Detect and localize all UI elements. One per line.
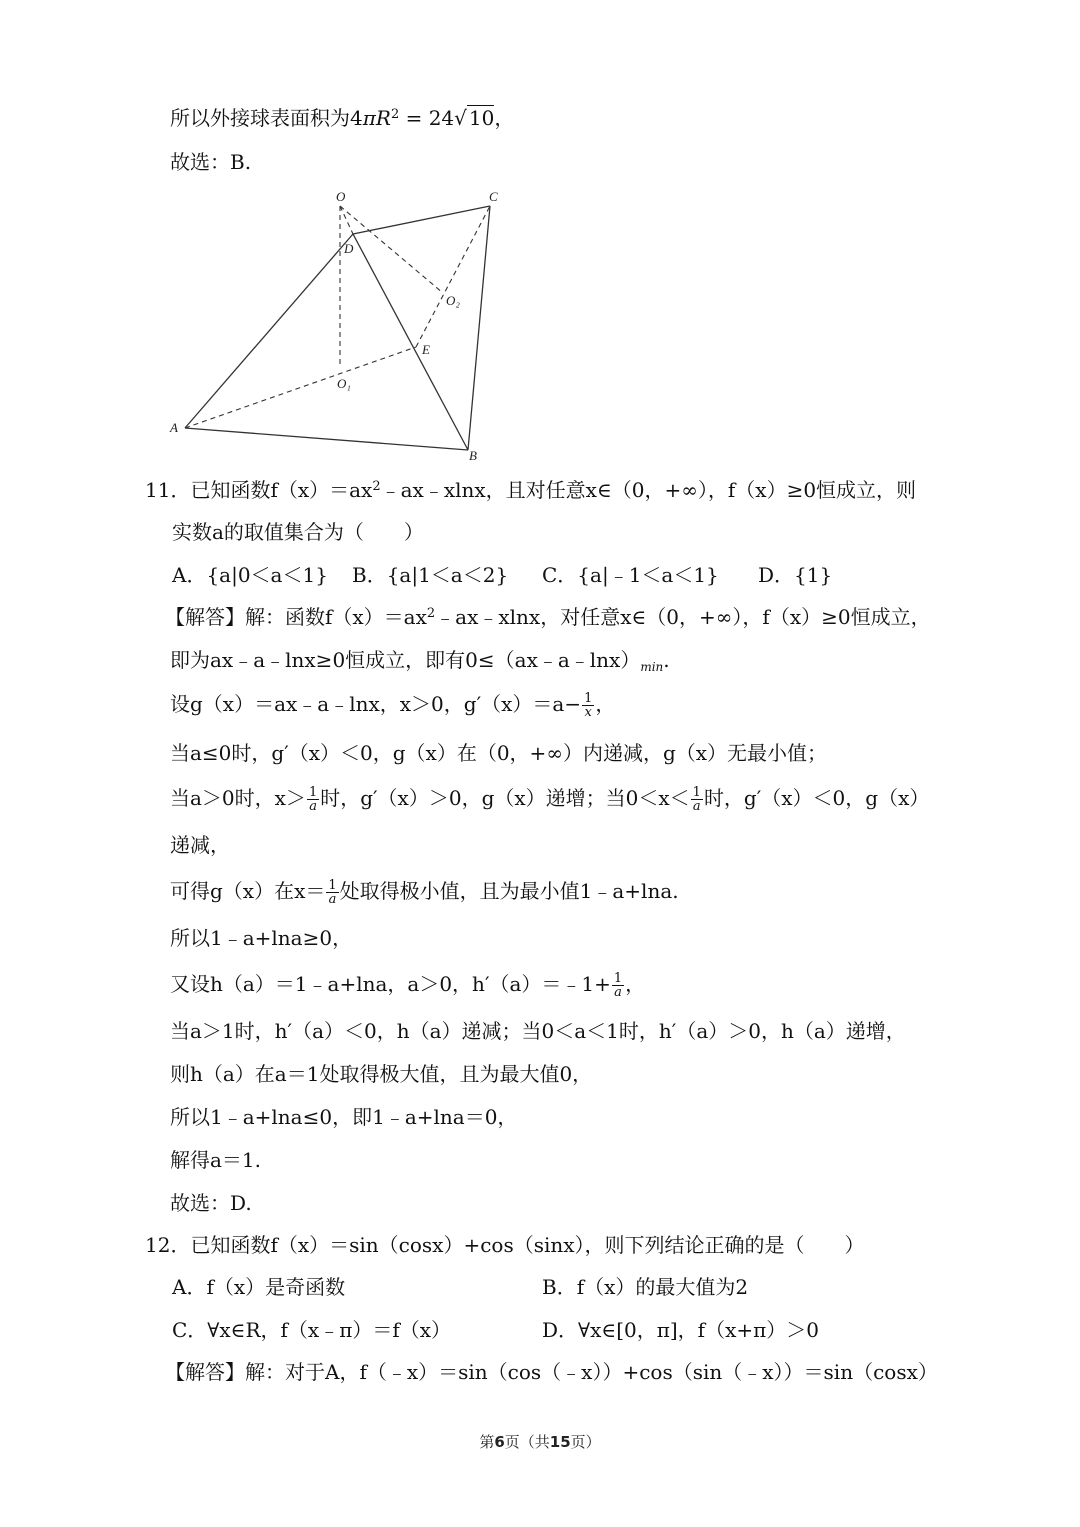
q11-answer-line: 故选：D. bbox=[170, 1191, 252, 1215]
text: = 24 bbox=[399, 106, 455, 130]
denominator: a bbox=[309, 799, 317, 814]
edge-DC bbox=[353, 206, 490, 234]
page-number: 6 bbox=[494, 1433, 505, 1451]
text: 页（共 bbox=[504, 1433, 550, 1451]
exponent: 2 bbox=[390, 107, 400, 122]
fraction bbox=[326, 879, 338, 906]
q11-stem-line1 bbox=[145, 476, 916, 504]
q12-option-d: D．∀x∈[0，π]，f（x+π）＞0 bbox=[542, 1318, 819, 1342]
q11-solution-line9 bbox=[170, 970, 645, 999]
q11-option-b: B．{a|1＜a＜2} bbox=[352, 563, 509, 587]
text: . bbox=[663, 648, 670, 672]
q11-stem-line2: 实数a的取值集合为（ ） bbox=[172, 520, 424, 544]
numerator: 1 bbox=[613, 971, 623, 986]
denominator: a bbox=[692, 799, 701, 814]
edge-DB bbox=[353, 234, 468, 450]
text: 可得g（x）在x＝ bbox=[170, 879, 326, 903]
q12-option-b: B．f（x）的最大值为2 bbox=[542, 1275, 749, 1299]
q11-solution-line10: 当a＞1时，h′（a）＜0，h（a）递减；当0＜a＜1时，h′（a）＞0，h（a）递增， bbox=[170, 1019, 906, 1043]
page-footer bbox=[0, 1431, 1080, 1452]
text: 第 bbox=[479, 1433, 495, 1451]
numerator: 1 bbox=[584, 691, 593, 706]
q11-solution-line5 bbox=[170, 784, 929, 813]
q11-solution-line1 bbox=[165, 603, 931, 631]
text: 11．已知函数f（x）＝ax bbox=[145, 478, 373, 502]
q11-option-c: C．{a|﹣1＜a＜1} bbox=[542, 563, 719, 587]
edge-AD bbox=[185, 234, 353, 428]
denominator: a bbox=[614, 985, 622, 1000]
edge-AB bbox=[185, 428, 468, 450]
text: ﹣ax﹣xlnx，且对任意x∈（0，+∞），f（x）≥0恒成立，则 bbox=[380, 478, 917, 502]
text: ﹣ax﹣xlnx，对任意x∈（0，+∞），f（x）≥0恒成立， bbox=[435, 605, 931, 629]
denominator: a bbox=[328, 892, 337, 907]
fraction bbox=[582, 692, 594, 719]
label-B: B bbox=[469, 448, 477, 463]
dashed-OD bbox=[340, 206, 353, 234]
q11-option-a: A．{a|0＜a＜1} bbox=[172, 563, 328, 587]
q11-solution-line4: 当a≤0时，g′（x）＜0，g（x）在（0，+∞）内递减，g（x）无最小值； bbox=[170, 741, 828, 765]
q11-solution-line11: 则h（a）在a＝1处取得极大值，且为最大值0， bbox=[170, 1062, 593, 1086]
sqrt-radicand: 10 bbox=[468, 106, 495, 130]
label-O1: O₁ bbox=[337, 376, 351, 391]
label-E: E bbox=[422, 342, 430, 357]
answer-line-prev: 故选：B. bbox=[170, 150, 252, 174]
fraction bbox=[307, 786, 319, 813]
text: 时，g′（x）＜0，g（x） bbox=[703, 786, 930, 810]
text: 【解答】解：函数f（x）＝ax bbox=[165, 605, 427, 629]
exponent: 2 bbox=[426, 606, 436, 621]
text: 又设h（a）＝1﹣a+lna，a＞0，h′（a）＝﹣1+ bbox=[170, 972, 611, 996]
q11-solution-line7 bbox=[170, 877, 679, 906]
text: 当a＞0时，x＞ bbox=[170, 786, 306, 810]
fraction bbox=[691, 786, 703, 813]
text: πR bbox=[362, 106, 391, 130]
text: ， bbox=[625, 972, 646, 996]
text: 设g（x）＝ax﹣a﹣lnx，x＞0，g′（x）＝a− bbox=[170, 692, 582, 716]
exponent: 2 bbox=[372, 479, 381, 494]
surface-area-line: 所以外接球表面积为$4\pi R^2 = 24√$ 10， bbox=[170, 106, 515, 130]
text: ， bbox=[595, 692, 616, 716]
q11-solution-line13: 解得a＝1. bbox=[170, 1148, 262, 1172]
text: 处取得极小值，且为最小值1﹣a+lna. bbox=[339, 879, 679, 903]
q11-solution-line6: 递减， bbox=[170, 833, 230, 857]
q12-solution-line1: 【解答】解：对于A，f（﹣x）＝sin（cos（﹣x））+cos（sin（﹣x））＝sin（cosx） bbox=[165, 1360, 938, 1384]
text: 页） bbox=[570, 1433, 601, 1451]
denominator: x bbox=[584, 705, 592, 720]
numerator: 1 bbox=[692, 785, 701, 800]
label-O: O bbox=[336, 189, 346, 204]
total-pages: 15 bbox=[549, 1433, 571, 1451]
label-C: C bbox=[489, 189, 498, 204]
fraction bbox=[612, 972, 624, 999]
q11-option-d: D．{1} bbox=[758, 563, 833, 587]
q11-solution-line3 bbox=[170, 690, 615, 719]
q12-option-a: A．f（x）是奇函数 bbox=[172, 1275, 346, 1299]
q11-solution-line2 bbox=[170, 646, 670, 674]
geometry-figure bbox=[165, 185, 510, 465]
q12-stem: 12．已知函数f（x）＝sin（cosx）+cos（sinx），则下列结论正确的是（ ） bbox=[145, 1233, 865, 1257]
q12-option-c: C．∀x∈R，f（x﹣π）＝f（x） bbox=[172, 1318, 452, 1342]
label-O2: O₂ bbox=[446, 293, 460, 308]
numerator: 1 bbox=[308, 785, 318, 800]
label-A: A bbox=[170, 420, 178, 435]
numerator: 1 bbox=[328, 878, 337, 893]
label-D: D bbox=[344, 241, 354, 256]
subscript: min bbox=[640, 660, 664, 674]
q11-solution-line12: 所以1﹣a+lna≤0，即1﹣a+lna＝0， bbox=[170, 1105, 518, 1129]
text: 所以外接球表面积为4 bbox=[170, 106, 363, 130]
text: 时，g′（x）＞0，g（x）递增；当0＜x＜ bbox=[320, 786, 690, 810]
q11-solution-line8: 所以1﹣a+lna≥0， bbox=[170, 926, 353, 950]
text: 即为ax﹣a﹣lnx≥0恒成立，即有0≤（ax﹣a﹣lnx） bbox=[170, 648, 641, 672]
text: ， bbox=[494, 106, 515, 130]
